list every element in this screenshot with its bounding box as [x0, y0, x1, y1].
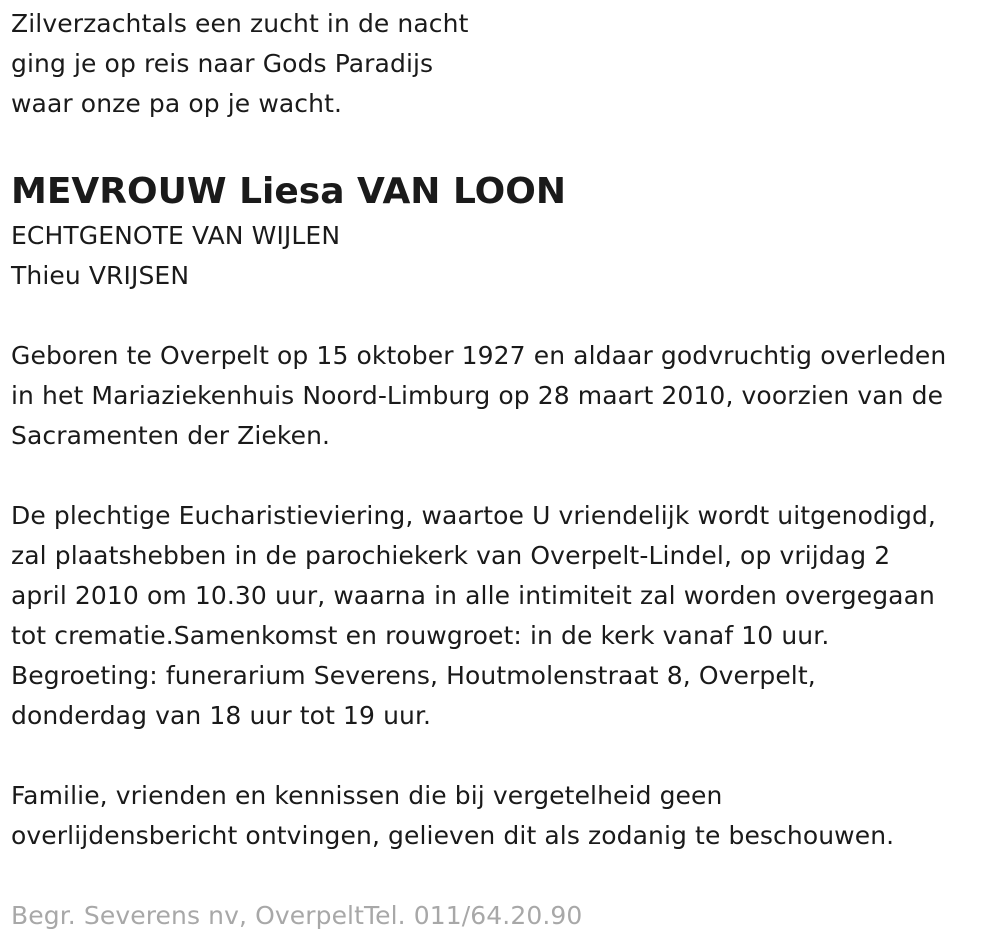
funeral-home-credit: Begr. Severens nv, OverpeltTel. 011/64.20.90: [11, 901, 583, 930]
poem-line: Zilverzachtals een zucht in de nacht: [11, 9, 469, 38]
paragraph-line: De plechtige Eucharistieviering, waartoe U vriendelijk wordt uitgenodigd,: [11, 501, 936, 530]
poem-line: ging je op reis naar Gods Paradijs: [11, 49, 434, 78]
poem-line: waar onze pa op je wacht.: [11, 89, 343, 118]
birth-death-paragraph: [11, 336, 996, 456]
ceremony-paragraph: [11, 496, 996, 736]
deceased-name: MEVROUW Liesa VAN LOON: [11, 171, 566, 212]
paragraph-line: overlijdensbericht ontvingen, gelieven dit als zodanig te beschouwen.: [11, 821, 895, 850]
paragraph-line: Familie, vrienden en kennissen die bij vergetelheid geen: [11, 781, 723, 810]
relation-label: ECHTGENOTE VAN WIJLEN: [11, 221, 341, 250]
spacer: [11, 296, 996, 336]
paragraph-line: zal plaatshebben in de parochiekerk van Overpelt-Lindel, op vrijdag 2: [11, 541, 891, 570]
paragraph-line: Sacramenten der Zieken.: [11, 421, 331, 450]
spacer: [11, 736, 996, 776]
spacer: [11, 456, 996, 496]
paragraph-line: in het Mariaziekenhuis Noord-Limburg op 28 maart 2010, voorzien van de: [11, 381, 944, 410]
paragraph-line: tot crematie.Samenkomst en rouwgroet: in de kerk vanaf 10 uur.: [11, 621, 830, 650]
spacer: [11, 856, 996, 896]
paragraph-line: donderdag van 18 uur tot 19 uur.: [11, 701, 432, 730]
spacer: [11, 124, 996, 164]
paragraph-line: Begroeting: funerarium Severens, Houtmolenstraat 8, Overpelt,: [11, 661, 816, 690]
spouse-name: Thieu VRIJSEN: [11, 261, 190, 290]
paragraph-line: april 2010 om 10.30 uur, waarna in alle intimiteit zal worden overgegaan: [11, 581, 935, 610]
notice-paragraph: [11, 776, 996, 856]
obituary-notice: [11, 0, 996, 936]
paragraph-line: Geboren te Overpelt op 15 oktober 1927 en aldaar godvruchtig overleden: [11, 341, 947, 370]
poem: [11, 4, 996, 124]
